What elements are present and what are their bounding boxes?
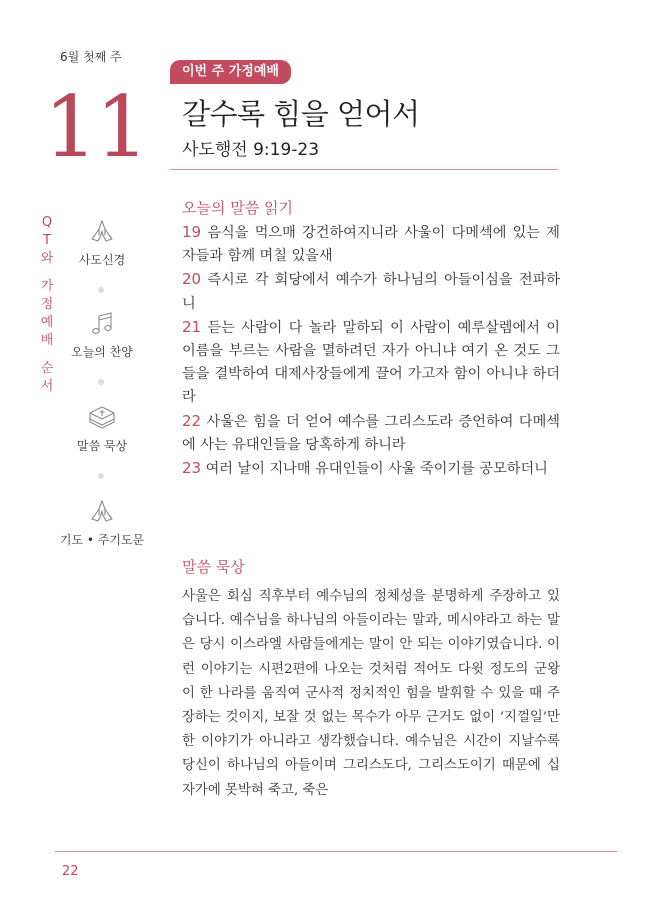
sidebar-label-char: 가	[40, 279, 54, 294]
step-label: 말씀 묵상	[76, 439, 128, 453]
sidebar-label-char: Q	[41, 215, 53, 230]
verse-item	[182, 457, 560, 481]
verse-item	[182, 316, 560, 410]
reading-heading: 오늘의 말씀 읽기	[182, 199, 293, 217]
praying-hands-icon	[88, 497, 116, 525]
verse-text: 듣는 사람이 다 놀라 말하되 이 사람이 예루살렘에서 이 이름을 부르는 사람을 멸하려던 자가 아니냐 여기 온 것도 그들을 결박하여 대제사장들에게 끌어 가고자 함이 아니냐 하더라	[182, 319, 560, 406]
sidebar-label-char: 와	[40, 251, 54, 266]
step-meditation	[52, 403, 152, 454]
sidebar-label-char: T	[43, 233, 51, 248]
page-title: 갈수록 힘을 얻어서	[182, 97, 420, 131]
page-number: 22	[62, 864, 79, 879]
day-number: 11	[44, 78, 147, 176]
sidebar-label-char: 순	[40, 361, 54, 376]
step-prayer	[52, 497, 152, 548]
sidebar-label-char: 서	[40, 379, 54, 394]
verse-text: 여러 날이 지나매 유대인들이 사울 죽이기를 공모하더니	[201, 461, 548, 478]
meditation-heading: 말씀 묵상	[182, 558, 245, 576]
step-todays-hymn	[52, 311, 152, 360]
verse-text: 음식을 먹으매 강건하여지니라 사울이 다메섹에 있는 제자들과 함께 며칠 있을새	[182, 225, 560, 265]
sidebar-label-char: 배	[40, 333, 54, 348]
verse-number: 23	[182, 459, 202, 478]
verse-number: 22	[182, 411, 202, 430]
meditation-text: 사울은 회심 직후부터 예수님의 정체성을 분명하게 주장하고 있습니다. 예수님을 하나님의 아들이라는 말과, 메시야라고 하는 말은 당시 이스라엘 사람들에게는 말이 안 되는 이야기였습니다. 이런 이야기는 시편2편에 나오는 것처럼 적어도 다윗 정도의 군왕이 한 나라를 움직여 군사적 정치적인 힘을 발휘할 수 있을 때 주장하는 것이지, 보잘 것 없는 목수가 아무 근거도 없이 ‘지껄일’만한 이야기가 아니라고 생각했습니다. 예수님은 시간이 지날수록 당신이 하나님의 아들이며 그리스도다, 그리스도이기 때문에 십자가에 못박혀 죽고, 죽은	[182, 589, 560, 798]
praying-hands-icon	[88, 217, 116, 245]
verse-text: 즉시로 각 회당에서 예수가 하나님의 아들이심을 전파하니	[182, 272, 560, 312]
music-note-icon	[90, 311, 114, 337]
verse-text: 사울은 힘을 더 얻어 예수를 그리스도라 증언하여 다메섹에 사는 유대인들을 당혹하게 하니라	[182, 413, 560, 453]
footer-divider	[55, 851, 617, 852]
step-apostles-creed	[52, 217, 152, 268]
bible-icon	[86, 403, 118, 431]
header-divider	[170, 169, 558, 170]
sidebar-label-char: 정	[40, 297, 54, 312]
sidebar-label-gap	[38, 268, 56, 278]
sidebar-label-char: 예	[40, 315, 54, 330]
verse-item	[182, 410, 560, 457]
step-separator-dot	[98, 379, 104, 385]
verse-item	[182, 221, 560, 268]
step-separator-dot	[98, 473, 104, 479]
verse-list	[182, 221, 560, 481]
step-label: 오늘의 찬양	[71, 345, 133, 359]
section-badge: 이번 주 가정예배	[170, 60, 291, 84]
step-label: 사도신경	[78, 253, 126, 267]
verse-number: 20	[182, 270, 202, 289]
verse-number: 21	[182, 317, 202, 336]
step-separator-dot	[98, 287, 104, 293]
scripture-reference: 사도행전 9:19-23	[182, 140, 320, 160]
week-label: 6월 첫째 주	[60, 50, 122, 64]
step-label: 기도 • 주기도문	[59, 533, 145, 547]
verse-item	[182, 268, 560, 315]
verse-number: 19	[182, 223, 202, 241]
